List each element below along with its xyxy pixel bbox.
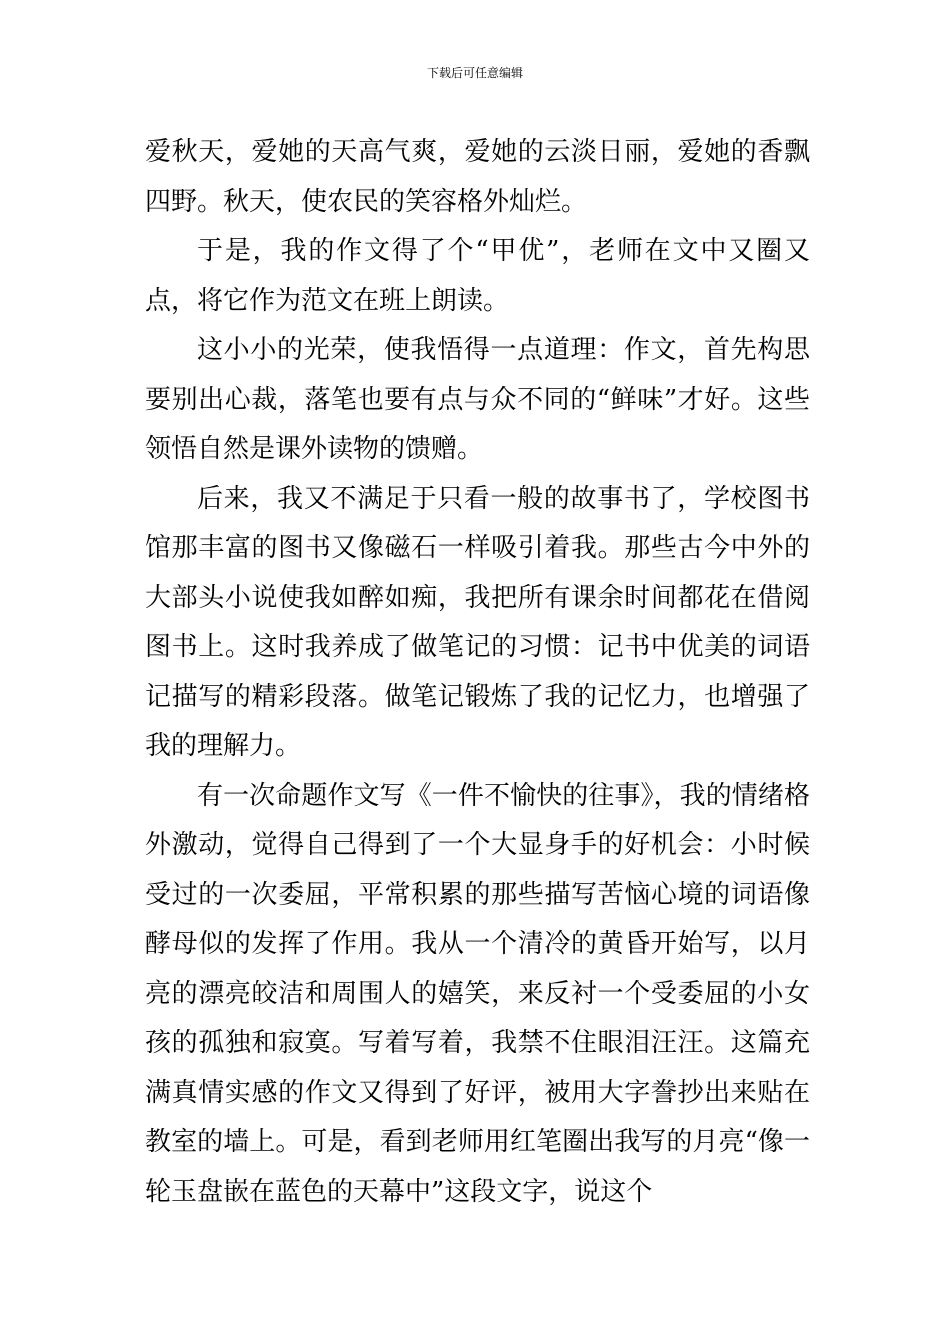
paragraph-continuation: 爱秋天，爱她的天高气爽，爱她的云淡日丽，爱她的香飘四野。秋天，使农民的笑容格外灿烂。 xyxy=(145,137,810,217)
page-header-note: 下载后可任意编辑 xyxy=(426,66,523,80)
paragraph: 于是，我的作文得了个“甲优”，老师在文中又圈又点，将它作为范文在班上朗读。 xyxy=(145,236,810,316)
document-body xyxy=(145,128,810,1217)
paragraph: 后来，我又不满足于只看一般的故事书了，学校图书馆那丰富的图书又像磁石一样吸引着我。那些古今中外的大部头小说使我如醉如痴，我把所有课余时间都花在借阅图书上。这时我养成了做笔记的习惯：记书中优美的词语记描写的精彩段落。做笔记锻炼了我的记忆力，也增强了我的理解力。 xyxy=(145,483,810,761)
paragraph: 有一次命题作文写《一件不愉快的往事》，我的情绪格外激动，觉得自己得到了一个大显身手的好机会：小时候受过的一次委屈，平常积累的那些描写苦恼心境的词语像酵母似的发挥了作用。我从一个清冷的黄昏开始写，以月亮的漂亮皎洁和周围人的嬉笑，来反衬一个受委屈的小女孩的孤独和寂寞。写着写着，我禁不住眼泪汪汪。这篇充满真情实感的作文又得到了好评，被用大字誊抄出来贴在教室的墙上。可是，看到老师用红笔圈出我写的月亮“像一轮玉盘嵌在蓝色的天幕中”这段文字，说这个 xyxy=(145,780,810,1207)
paragraph: 这小小的光荣，使我悟得一点道理：作文，首先构思要别出心裁，落笔也要有点与众不同的“鲜味”才好。这些领悟自然是课外读物的馈赠。 xyxy=(145,335,810,464)
